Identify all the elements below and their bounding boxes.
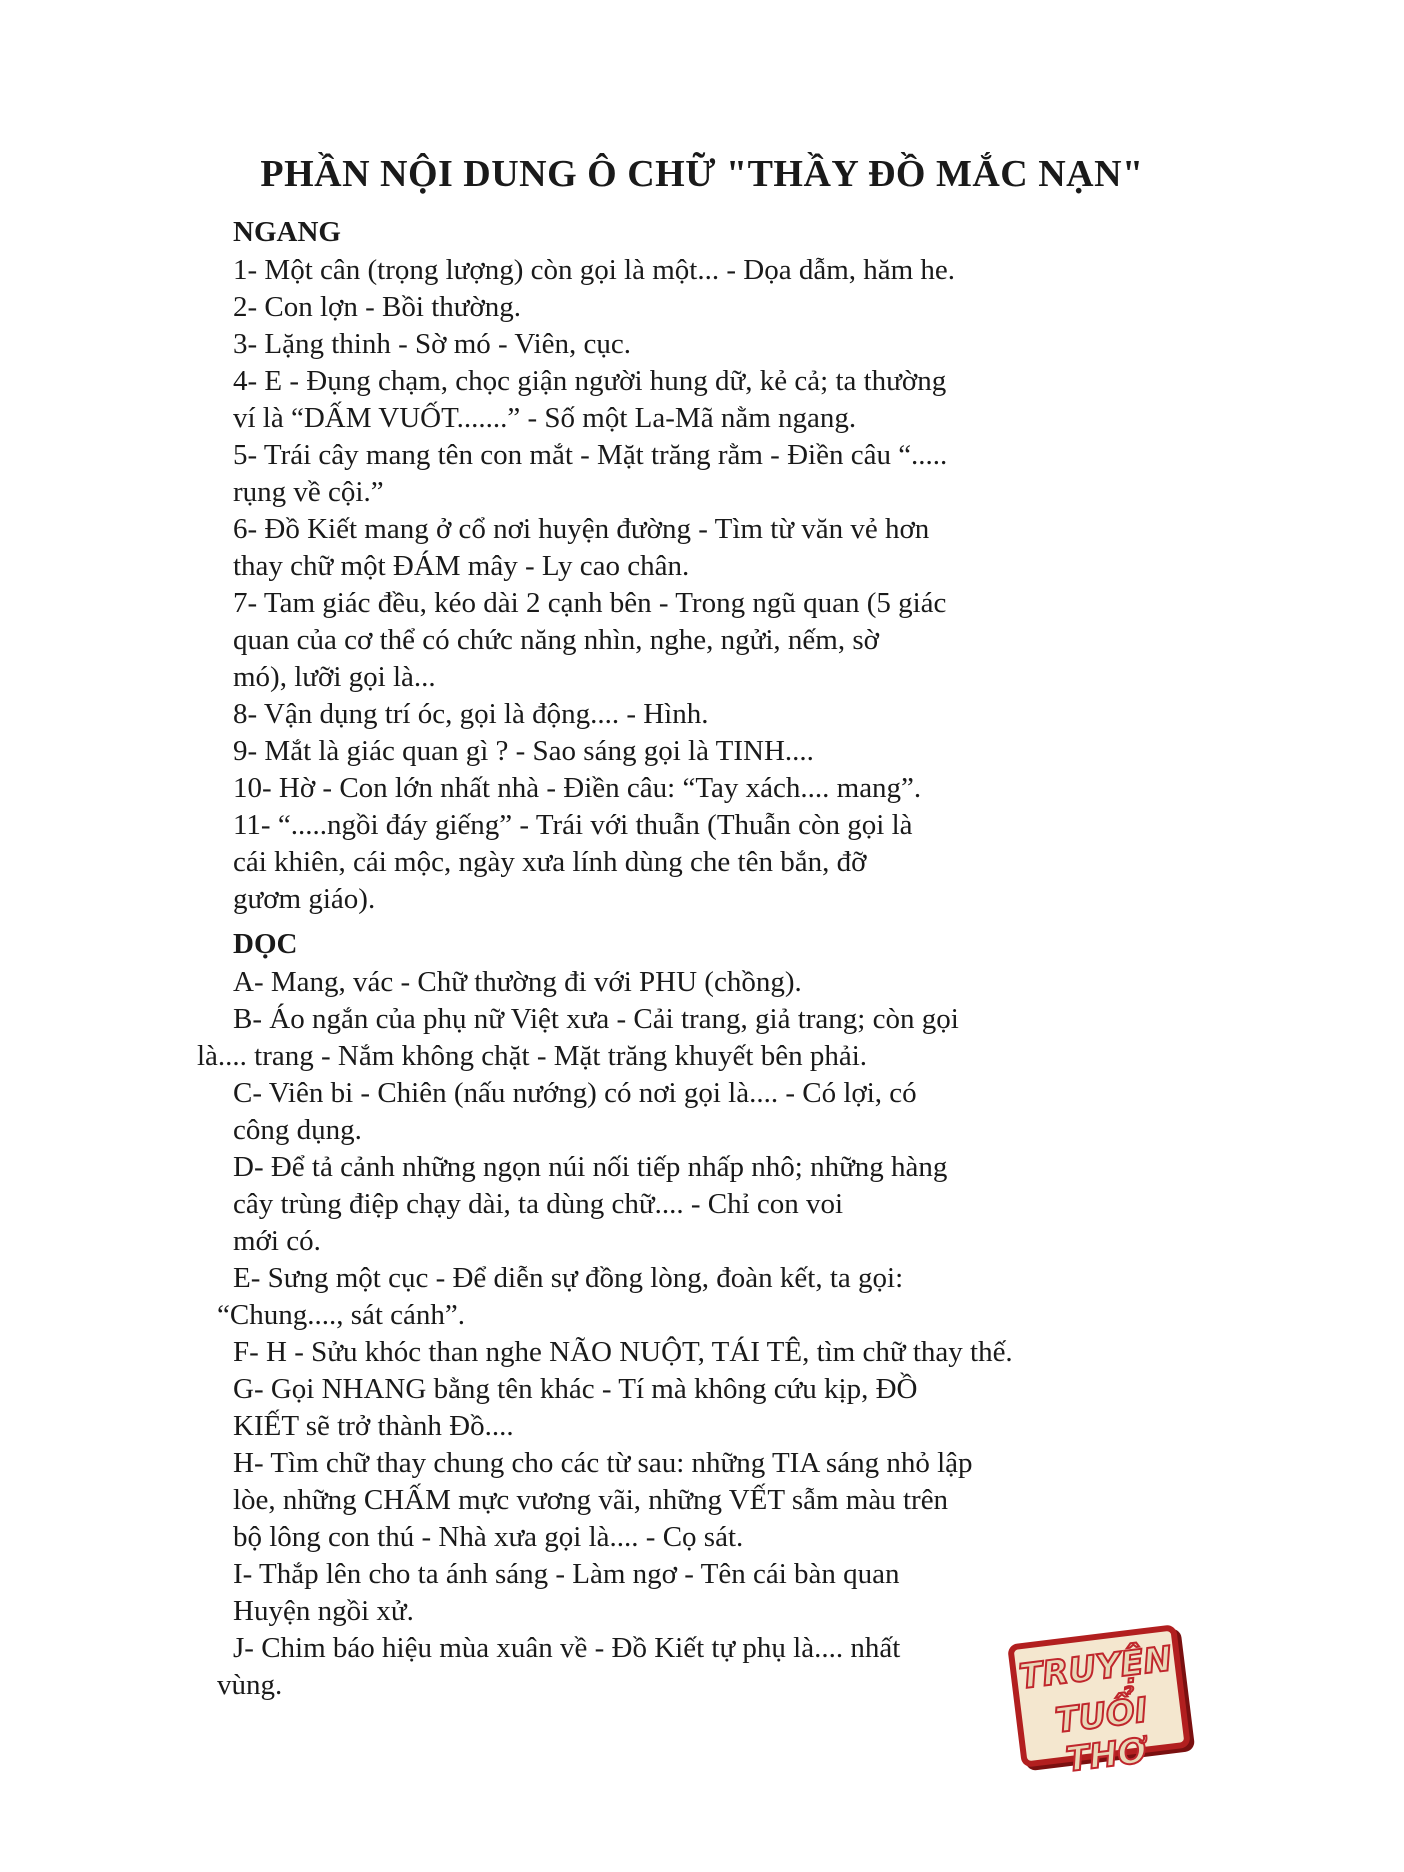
clue-line: H- Tìm chữ thay chung cho các từ sau: những TIA sáng nhỏ lập xyxy=(233,1447,973,1479)
clue-line: là.... trang - Nắm không chặt - Mặt trăng khuyết bên phải. xyxy=(197,1040,868,1072)
clue-item xyxy=(197,1001,1153,1075)
clue-list-doc xyxy=(197,964,1153,1704)
clue-item xyxy=(233,1371,1153,1445)
clue-item xyxy=(233,326,1153,363)
clue-line: cây trùng điệp chạy dài, ta dùng chữ.... - Chỉ con voi xyxy=(233,1188,844,1220)
clue-item xyxy=(233,1334,1153,1371)
clue-line: I- Thắp lên cho ta ánh sáng - Làm ngơ - Tên cái bàn quan xyxy=(233,1558,900,1590)
logo-line-2: TUỔI THƠ xyxy=(1053,1690,1150,1781)
clue-line: “Chung...., sát cánh”. xyxy=(217,1299,466,1331)
clue-item xyxy=(233,1445,1153,1556)
section-heading-ngang: NGANG xyxy=(233,216,341,248)
clue-line: mó), lưỡi gọi là... xyxy=(233,661,436,693)
clue-line: 8- Vận dụng trí óc, gọi là động.... - Hình. xyxy=(233,698,709,730)
truyen-tuoi-tho-logo xyxy=(1007,1624,1191,1781)
clue-line: 1- Một cân (trọng lượng) còn gọi là một... - Dọa dẫm, hăm he. xyxy=(233,254,956,286)
clue-line: cái khiên, cái mộc, ngày xưa lính dùng che tên bắn, đỡ xyxy=(233,846,867,878)
clue-line: mới có. xyxy=(233,1225,321,1257)
clue-line: bộ lông con thú - Nhà xưa gọi là.... - Cọ sát. xyxy=(233,1521,744,1553)
logo-line-1: TRUYỆN xyxy=(1017,1639,1175,1698)
clue-line: KIẾT sẽ trở thành Đồ.... xyxy=(233,1410,514,1442)
section-heading-doc: DỌC xyxy=(233,928,298,960)
clue-item xyxy=(233,1075,1153,1149)
clue-line: J- Chim báo hiệu mùa xuân về - Đồ Kiết tự phụ là.... nhất xyxy=(233,1632,901,1664)
clue-item xyxy=(217,1260,1153,1334)
clue-line: 9- Mắt là giác quan gì ? - Sao sáng gọi là TINH.... xyxy=(233,735,814,767)
section-ngang xyxy=(233,212,1153,918)
clue-item xyxy=(233,289,1153,326)
clue-item xyxy=(233,437,1153,511)
clue-line: E- Sưng một cục - Để diễn sự đồng lòng, đoàn kết, ta gọi: xyxy=(233,1262,904,1294)
clue-line: D- Để tả cảnh những ngọn núi nối tiếp nhấp nhô; những hàng xyxy=(233,1151,948,1183)
clue-line: công dụng. xyxy=(233,1114,362,1146)
clue-line: 6- Đồ Kiết mang ở cổ nơi huyện đường - Tìm từ văn vẻ hơn xyxy=(233,513,930,545)
section-doc xyxy=(197,924,1153,1704)
clue-line: quan của cơ thể có chức năng nhìn, nghe, ngửi, nếm, sờ xyxy=(233,624,879,656)
clue-line: 11- “.....ngồi đáy giếng” - Trái với thuẫn (Thuẫn còn gọi là xyxy=(233,809,913,841)
clue-list-ngang xyxy=(233,252,1153,918)
clue-line: 10- Hờ - Con lớn nhất nhà - Điền câu: “Tay xách.... mang”. xyxy=(233,772,922,804)
clue-item xyxy=(233,511,1153,585)
clue-item xyxy=(233,1556,1153,1630)
clue-line: 2- Con lợn - Bồi thường. xyxy=(233,291,522,323)
clue-item xyxy=(233,770,1153,807)
clue-line: G- Gọi NHANG bằng tên khác - Tí mà không cứu kịp, ĐỒ xyxy=(233,1373,918,1405)
clue-item xyxy=(233,585,1153,696)
clue-line: ví là “DẤM VUỐT.......” - Số một La-Mã nằm ngang. xyxy=(233,402,857,434)
clue-line: C- Viên bi - Chiên (nấu nướng) có nơi gọi là.... - Có lợi, có xyxy=(233,1077,917,1109)
clue-line: F- H - Sửu khóc than nghe NÃO NUỘT, TÁI TÊ, tìm chữ thay thế. xyxy=(233,1336,1013,1368)
clue-item xyxy=(233,363,1153,437)
clue-line: 4- E - Đụng chạm, chọc giận người hung dữ, kẻ cả; ta thường xyxy=(233,365,947,397)
clue-line: A- Mang, vác - Chữ thường đi với PHU (chồng). xyxy=(233,966,802,998)
clue-item xyxy=(233,1149,1153,1260)
clue-item xyxy=(233,964,1153,1001)
clue-line: 3- Lặng thinh - Sờ mó - Viên, cục. xyxy=(233,328,632,360)
clue-line: 7- Tam giác đều, kéo dài 2 cạnh bên - Trong ngũ quan (5 giác xyxy=(233,587,947,619)
clue-line: Huyện ngồi xử. xyxy=(233,1595,414,1627)
clue-line: thay chữ một ĐÁM mây - Ly cao chân. xyxy=(233,550,690,582)
clue-item xyxy=(233,696,1153,733)
clue-line: gươm giáo). xyxy=(233,883,376,915)
clue-line: 5- Trái cây mang tên con mắt - Mặt trăng rằm - Điền câu “..... xyxy=(233,439,948,471)
clue-item xyxy=(233,733,1153,770)
clue-line: lòe, những CHẤM mực vương vãi, những VẾT sẫm màu trên xyxy=(233,1484,949,1516)
clue-item xyxy=(233,252,1153,289)
clue-line: B- Áo ngắn của phụ nữ Việt xưa - Cải trang, giả trang; còn gọi xyxy=(233,1003,959,1035)
clue-line: rụng về cội.” xyxy=(233,476,384,508)
clue-item xyxy=(233,807,1153,918)
page-title: PHẦN NỘI DUNG Ô CHỮ "THẦY ĐỒ MẮC NẠN" xyxy=(260,153,1144,195)
clue-line: vùng. xyxy=(217,1669,283,1701)
